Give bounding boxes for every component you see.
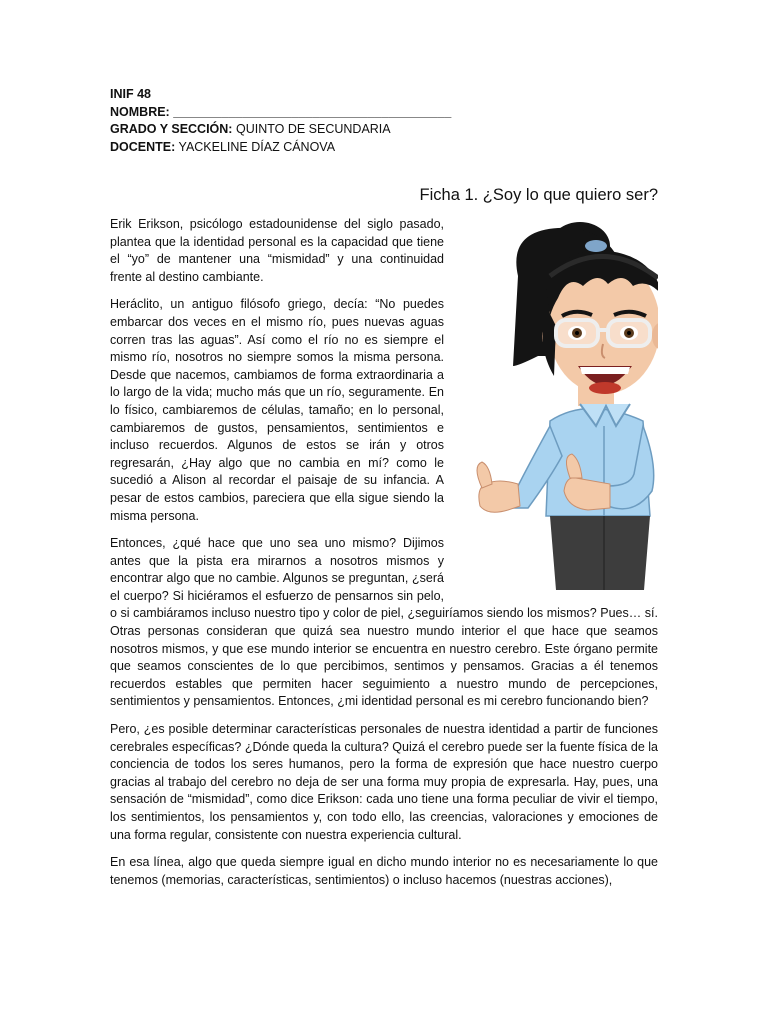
- teacher-avatar-illustration: [458, 216, 658, 590]
- name-line: NOMBRE: ________________________________________: [110, 104, 452, 119]
- grade-line: GRADO Y SECCIÓN: QUINTO DE SECUNDARIA: [110, 122, 391, 136]
- paragraph: Heráclito, un antiguo filósofo griego, decía: “No puedes embarcar dos veces en el mismo río, pues nuevas aguas corren tras las aguas”. Así como el río no es siempre el mismo río, nosotros no siempre somos la misma persona. Desde que nacemos, cambiamos de forma extraordinaria a lo largo de la vida; mucho más que un río, seguramente. En lo físico, cambiaremos de células, tamaño; en lo personal, cambiaremos de gustos, pensamientos, sentimientos e incluso recuerdos. Algunos de estos se irán y otros regresarán, ¿Hay algo que no cambia en mí? como le sucedió a Alison al recordar el paisaje de su infancia. A pesar de estos cambios, pareciera que ella sigue siendo la misma persona.: [110, 297, 444, 523]
- paragraph: Pero, ¿es posible determinar características personales de nuestra identidad a partir de funciones cerebrales específicas? ¿Dónde queda la cultura? Quizá el cerebro puede ser la fuente física de la conciencia de todos los seres humanos, pero la forma de expresión que hace nuestro cuerpo gracias al trabajo del cerebro no deja de ser una forma muy propia de expresarla. Hay, pues, una sensación de “mismidad”, como dice Erikson: cada uno tiene una forma peculiar de vivir el tiempo, los sentimientos, los pensamientos y, con todo ello, las creencias, valoraciones y emociones de una forma regular, consistente con nuestra experiencia cultural.: [110, 722, 658, 842]
- worksheet-header: [110, 86, 451, 156]
- teacher-value: YACKELINE DÍAZ CÁNOVA: [178, 139, 336, 154]
- name-blank[interactable]: ________________________________________: [173, 104, 452, 119]
- pants: [550, 516, 650, 590]
- article-body: [110, 216, 658, 899]
- grade-value: QUINTO DE SECUNDARIA: [235, 122, 391, 136]
- worksheet-code: INIF 48: [110, 87, 151, 101]
- paragraph: Erik Erikson, psicólogo estadounidense del siglo pasado, plantea que la identidad personal es la capacidad que tiene el “yo” de mantener una “mismidad” y una continuidad frente al destino cambiante.: [110, 217, 444, 284]
- teacher-line: DOCENTE: YACKELINE DÍAZ CÁNOVA: [110, 139, 336, 154]
- paragraph: En esa línea, algo que queda siempre igual en dicho mundo interior no es necesariamente lo que tenemos (memorias, características, sentimientos) o incluso hacemos (nuestras acciones),: [110, 855, 658, 887]
- page-title: Ficha 1. ¿Soy lo que quiero ser?: [419, 186, 658, 204]
- paragraph: Entonces, ¿qué hace que uno sea uno mismo? Dijimos antes que la pista era mirarnos a nosotros mismos y encontrar algo que no cambie. Algunos se preguntan, ¿será el cuerpo? Si hiciéramos el esfuerzo de pensarnos sin pelo, o si cambiáramos incluso nuestro tipo y color de piel, ¿seguiríamos siendo los mismos? Pues… sí. Otras personas consideran que quizá sea nuestro mundo interior el que hace que seamos nosotros mismos, y que ese mundo interior se encuentra en nuestro cerebro. Este órgano permite que seamos conscientes de lo que percibimos, sentimos y pensamos. Gracias a él tenemos recuerdos estables que permiten hacer seguimiento a nuestro mundo de percepciones, sentimientos y pensamientos. Entonces, ¿mi identidad personal es mi cerebro funcionando bien?: [110, 536, 658, 709]
